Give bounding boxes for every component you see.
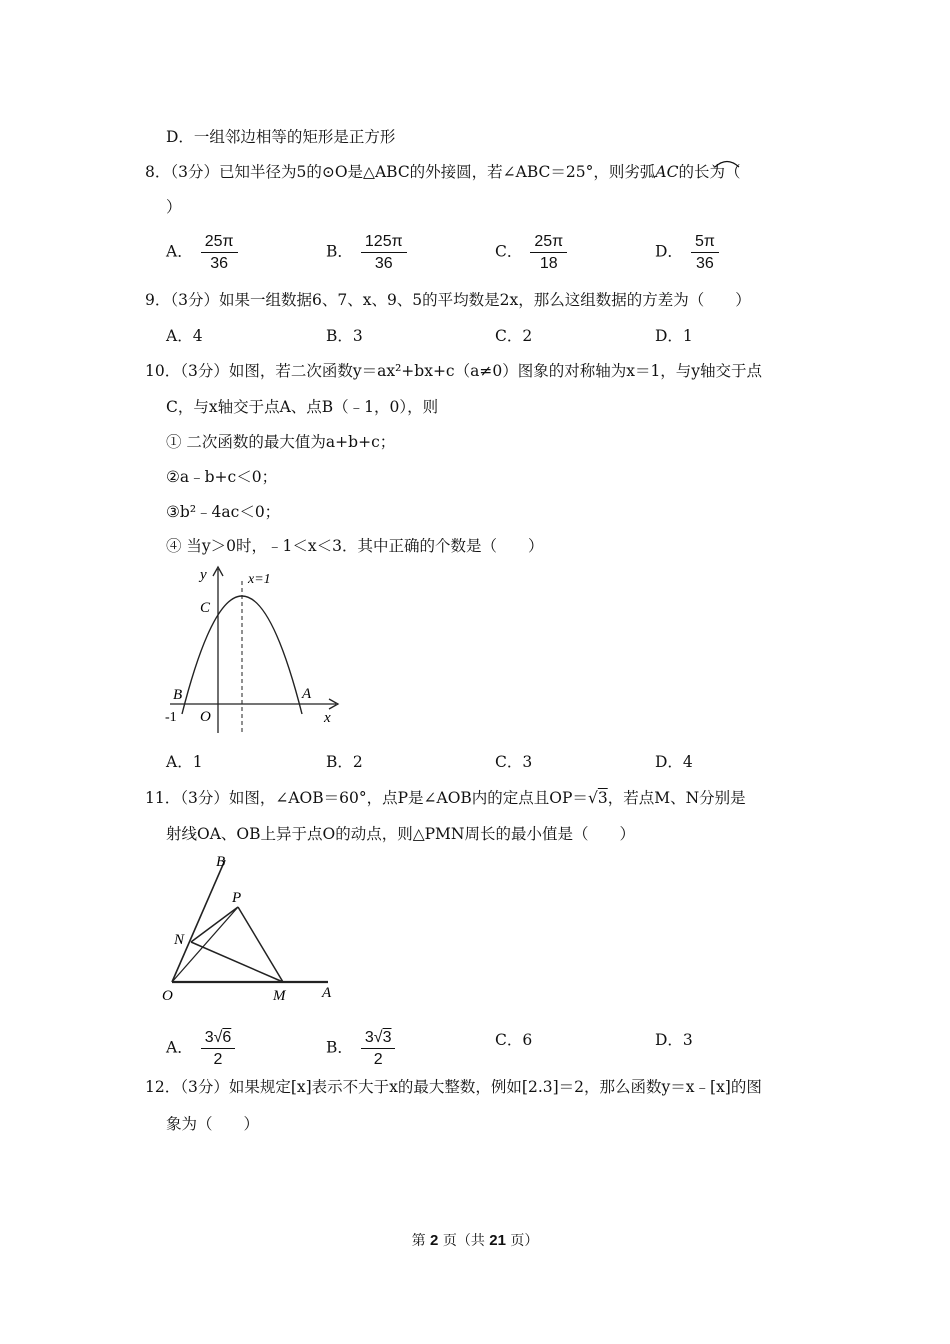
parabola-figure bbox=[160, 563, 350, 743]
segment-pn bbox=[191, 907, 238, 942]
q11-option-d[interactable]: D．3 bbox=[655, 1031, 693, 1049]
q10-statement-3: ③b²﹣4ac＜0； bbox=[166, 503, 281, 521]
q10-stem: 10．（3分）如图，若二次函数y＝ax²+bx+c（a≠0）图象的对称轴为x＝1，与y轴交于点 bbox=[145, 362, 763, 380]
label-x: x bbox=[324, 710, 331, 726]
label-b: B bbox=[216, 854, 226, 870]
angle-figure bbox=[160, 850, 340, 1005]
fraction: $\frac{3√6}{2}$ bbox=[201, 1028, 236, 1069]
label-minus-one: -1 bbox=[165, 710, 177, 725]
fraction: $\frac{25\pi}{36}$ bbox=[201, 232, 238, 273]
label-x1: x=1 bbox=[248, 572, 271, 587]
q11-option-b[interactable]: B． $\frac{3√3}{2}$ bbox=[326, 1028, 395, 1069]
label-c: C bbox=[200, 600, 211, 616]
q8-stem-text: 8．（3分）已知半径为5的⊙O是△ABC的外接圆，若∠ABC＝25°，则劣弧 bbox=[145, 163, 656, 181]
label-n: N bbox=[174, 932, 185, 948]
q10-statement-1: ① 二次函数的最大值为a+b+c； bbox=[166, 433, 396, 451]
sqrt-sign: √ bbox=[587, 789, 598, 807]
label-o: O bbox=[162, 988, 173, 1004]
segment-pm bbox=[238, 907, 283, 982]
fraction: $\frac{25\pi}{18}$ bbox=[530, 232, 567, 273]
q9-stem: 9．（3分）如果一组数据6、7、x、9、5的平均数是2x，那么这组数据的方差为（ ） bbox=[145, 291, 751, 309]
q11-option-c[interactable]: C．6 bbox=[495, 1031, 533, 1049]
label-o: O bbox=[200, 709, 211, 725]
label-y: y bbox=[200, 567, 207, 583]
q10-option-d[interactable]: D．4 bbox=[655, 753, 693, 771]
fraction: $\frac{3√3}{2}$ bbox=[361, 1028, 396, 1069]
total-pages: 21 bbox=[489, 1232, 506, 1249]
q8-arc-label: AC bbox=[655, 163, 679, 181]
label-p: P bbox=[232, 890, 242, 906]
q11-option-a[interactable]: A． $\frac{3√6}{2}$ bbox=[166, 1028, 235, 1069]
q9-option-d[interactable]: D．1 bbox=[655, 327, 693, 345]
q10-statement-4: ④ 当y＞0时，﹣1＜x＜3．其中正确的个数是（ ） bbox=[166, 537, 544, 555]
page-footer: 第 2 页（共 21 页） bbox=[411, 1232, 539, 1249]
q8-option-a[interactable]: A． $\frac{25\pi}{36}$ bbox=[166, 232, 238, 273]
fraction: $\frac{125\pi}{36}$ bbox=[361, 232, 407, 273]
q10-stem-line2: C，与x轴交于点A、点B（﹣1，0），则 bbox=[166, 398, 439, 416]
q9-option-c[interactable]: C．2 bbox=[495, 327, 533, 345]
q10-statement-2: ②a﹣b+c＜0； bbox=[166, 468, 278, 486]
q11-stem-line2: 射线OA、OB上异于点O的动点，则△PMN周长的最小值是（ ） bbox=[166, 825, 635, 843]
arc-symbol-icon bbox=[712, 156, 742, 168]
q12-stem: 12．（3分）如果规定[x]表示不大于x的最大整数，例如[2.3]＝2，那么函数y＝x﹣[x]的图 bbox=[145, 1078, 762, 1096]
q10-option-b[interactable]: B．2 bbox=[326, 753, 363, 771]
label-m: M bbox=[273, 988, 286, 1004]
label-a: A bbox=[322, 985, 332, 1001]
q11-stem: 11．（3分）如图，∠AOB＝60°，点P是∠AOB内的定点且OP＝√3，若点M、N分别是 bbox=[145, 789, 746, 807]
q8-option-b[interactable]: B． $\frac{125\pi}{36}$ bbox=[326, 232, 407, 273]
label-a: A bbox=[302, 686, 312, 702]
label-b: B bbox=[173, 687, 183, 703]
page-number: 2 bbox=[430, 1232, 439, 1249]
q8-option-d[interactable]: D． $\frac{5\pi}{36}$ bbox=[655, 232, 719, 273]
q10-option-a[interactable]: A．1 bbox=[166, 753, 203, 771]
q10-option-c[interactable]: C．3 bbox=[495, 753, 533, 771]
radicand: 3 bbox=[597, 789, 608, 807]
q8-stem bbox=[145, 162, 740, 182]
q8-stem-end: 的长为（ bbox=[678, 163, 741, 181]
q12-stem-line2: 象为（ ） bbox=[166, 1115, 260, 1133]
q9-option-a[interactable]: A．4 bbox=[166, 327, 203, 345]
q8-option-c[interactable]: C． $\frac{25\pi}{18}$ bbox=[495, 232, 567, 273]
q8-stem-close: ） bbox=[166, 198, 182, 216]
q7-option-d: D．一组邻边相等的矩形是正方形 bbox=[166, 128, 396, 146]
segment-nm bbox=[191, 942, 283, 982]
ray-ob bbox=[172, 860, 225, 982]
q9-option-b[interactable]: B．3 bbox=[326, 327, 363, 345]
fraction: $\frac{5\pi}{36}$ bbox=[691, 232, 719, 273]
